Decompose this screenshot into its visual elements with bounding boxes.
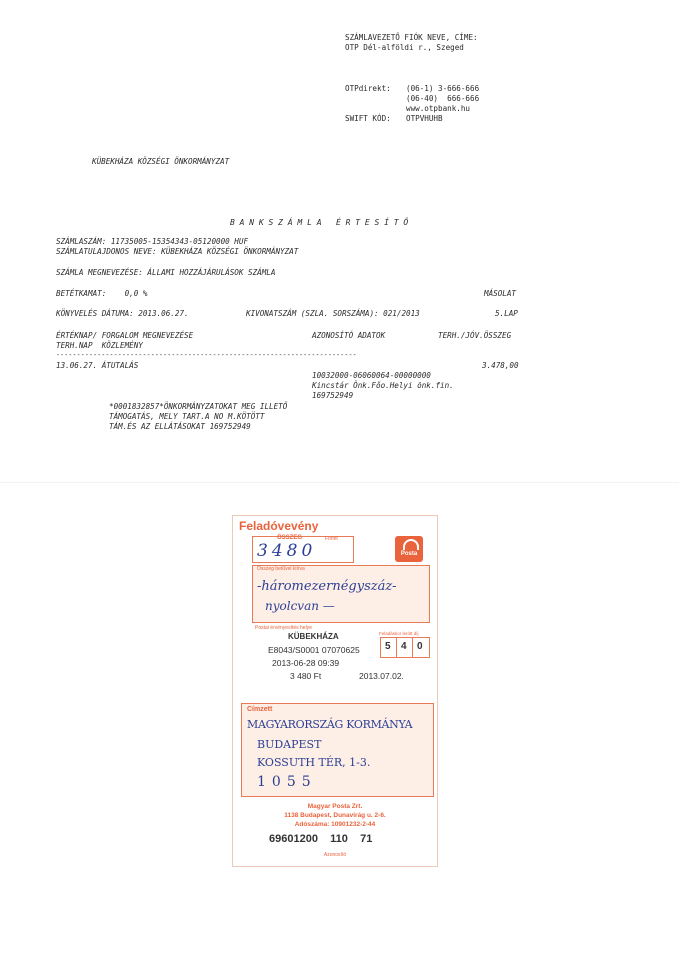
col-header-2: AZONOSÍTÓ ADATOK [312,331,386,340]
forint-label: Forint [325,536,338,542]
azonosito-label: Azonosító [323,852,347,858]
fee-digit-1: 5 [385,641,391,652]
fee-digit-2: 4 [401,641,407,652]
otpdirekt-label: OTPdirekt: [345,84,391,93]
company-address: 1138 Budapest, Dunavirág u. 2-6. [284,812,386,819]
posta-logo-icon [395,536,423,562]
stamp-place: KÜBEKHÁZA [288,632,339,641]
fee-digit-3: 0 [417,641,423,652]
row-memo-2: TÁMOGATÁS, MELY TART.A NO M.KÖTÖTT [109,412,265,421]
row-memo-1: *0001832857*ÖNKORMÁNYZATOKAT MEG ILLETŐ [109,402,288,411]
col-header-3: TERH./JÓV.ÖSSZEG [438,331,512,340]
amount-words-2: nyolcvan — [265,599,335,613]
recipient-name: KÜBEKHÁZA KÖZSÉGI ÖNKORMÁNYZAT [92,157,230,166]
stamp-datetime: 2013-06-28 09:39 [272,658,340,668]
swift-label: SWIFT KÓD: [345,114,391,123]
fee-label: Feladáskor lerótt díj [379,631,419,636]
row-amount: 3.478,00 [482,361,519,370]
stamp-code: E8043/S0001 07070625 [268,645,360,655]
document-title: B A N K S Z Á M L A É R T E S Í T Ő [230,218,409,227]
barcode-number: 69601200 110 71 [269,833,373,845]
swift-code: OTPVHUHB [406,114,443,123]
company-name: Magyar Posta Zrt. [307,803,363,810]
account-number: SZÁMLASZÁM: 11735005-15354343-05120000 HUF [56,237,249,246]
account-owner: SZÁMLATULAJDONOS NEVE: KÜBEKHÁZA KÖZSÉGI ÖNKORMÁNYZAT [56,247,299,256]
company-tax: Adószáma: 10901232-2-44 [294,821,376,828]
place-label: Postai érvényesítés helye [255,625,312,631]
phone-2: (06-40) 666-666 [406,94,480,103]
address-line-2: BUDAPEST [257,738,322,751]
account-name: SZÁMLA MEGNEVEZÉSE: ÁLLAMI HOZZÁJÁRULÁSOK SZÁMLA [56,268,276,277]
address-line-3: KOSSUTH TÉR, 1-3. [257,756,371,769]
col-header-1b: TERH.NAP KÖZLEMÉNY [56,341,143,350]
words-box [252,565,430,623]
table-separator: ------------------------------------------------------------------------- [56,351,357,359]
phone-1: (06-1) 3-666-666 [406,84,480,93]
row-date-type: 13.06.27. ÁTUTALÁS [56,361,139,370]
statement-number: KIVONATSZÁM (SZLA. SORSZÁMA): 021/2013 [246,309,420,318]
page-fold-line [0,482,679,483]
row-ident-1: 10032000-06060064-00000000 [312,371,431,380]
stamp-amount: 3 480 Ft [290,671,322,681]
row-memo-3: TÁM.ÉS AZ ELLÁTÁSOKAT 169752949 [109,422,251,431]
amount-handwritten: 3480 [257,541,317,561]
posta-logo-text: Posta [400,551,418,557]
bank-website: www.otpbank.hu [406,104,471,113]
betuvel-label: Összeg betűvel kiírva [257,566,305,572]
page-label: 5.LAP [495,309,518,318]
copy-label: MÁSOLAT [484,289,517,298]
row-ident-3: 169752949 [312,391,354,400]
cimzett-label: Címzett [247,706,273,713]
row-ident-2: Kincstár Önk.Főo.Helyi önk.fin. [312,381,454,390]
branch-label: SZÁMLAVEZETŐ FIÓK NEVE, CÍME: [345,33,478,42]
branch-name: OTP Dél-alföldi r., Szeged [345,43,464,52]
col-header-1a: ÉRTÉKNAP/ FORGALOM MEGNEVEZÉSE [56,331,194,340]
amount-words-1: -háromezernégyszáz- [257,579,397,594]
postal-receipt [232,515,438,867]
zip-code: 1055 [257,774,317,790]
receipt-title: Feladóvevény [239,519,319,533]
stamp-date: 2013.07.02. [359,671,404,681]
osszeg-label: ÖSSZEG [277,535,303,541]
booking-date: KÖNYVELÉS DÁTUMA: 2013.06.27. [56,309,189,318]
interest-rate: BETÉTKAMAT: 0,0 % [56,289,148,298]
address-line-1: MAGYARORSZÁG KORMÁNYA [247,718,413,731]
